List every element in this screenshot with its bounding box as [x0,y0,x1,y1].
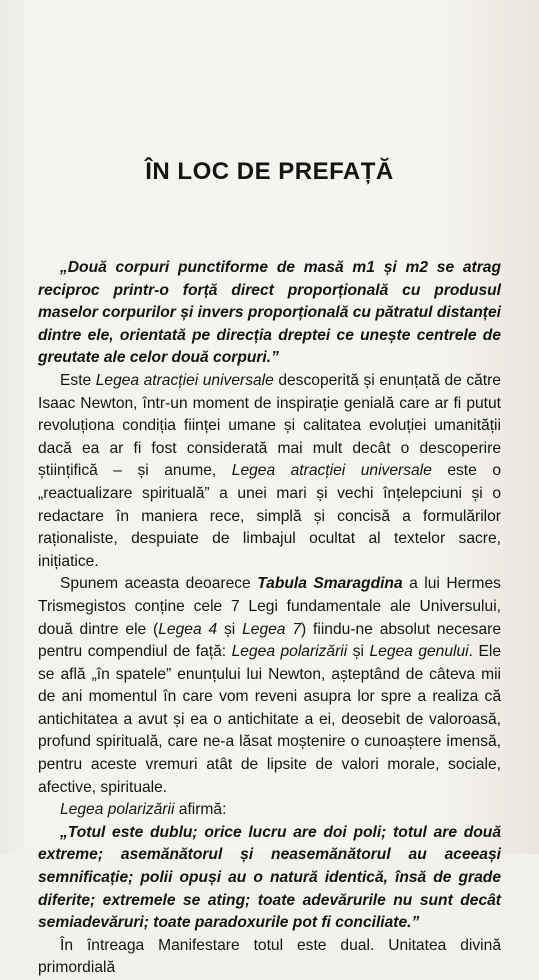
italic-term: Legea genului [369,643,469,661]
paragraph-polarization-intro [38,799,501,822]
text-run: descoperită și enunțată de către Isaac Newton, într-un moment de inspirație genială care ar fi putut revoluționa condiția ființei umane și calitatea evoluției umanității dacă ea ar fi fost considerată mai mult decât o descoperire științifică – și anume, [38,371,501,480]
text-run: afirmă: [174,801,227,819]
newton-law-quote: „Două corpuri punctiforme de masă m1 și m2 se atrag reciproc printr-o forță direct proporțională cu produsul maselor corpurilor și invers proporțională cu pătratul distanței dintre ele, orientată pe direcția dreptei ce unește centrele de greutate ale celor două corpuri.” [38,259,501,367]
page-title: ÎN LOC DE PREFAȚĂ [145,158,394,186]
text-run: și [347,643,370,661]
italic-term: Legea polarizării [231,643,348,661]
text-run: Este [60,371,96,389]
italic-term: Legea atracției universale [231,462,432,480]
italic-term: Legea polarizării [60,801,175,819]
body-text [38,257,501,980]
text-run: Spunem aceasta deoarece [60,575,258,593]
paragraph-tabula [38,573,501,799]
paragraph-newton [38,370,501,573]
text-run: ) fiindu-ne absolut necesare pentru compendiul de față: [38,620,501,661]
paragraph-duality: În întreaga Manifestare totul este dual. Unitatea divină primordială [38,936,501,977]
text-run: este o „reactualizare spirituală” a unei mari și vechi înțelepciuni și o redactare în maniera rece, simplă și concisă a formulărilor raționaliste, despuiate de limbajul ocultat al textelor sacre, inițiatice. [38,462,501,570]
italic-term: Legea 7 [242,620,301,638]
text-run: a lui Hermes Trismegistos conține cele 7 Legi fundamentale ale Universului, două dintre ele ( [38,575,501,638]
italic-term: Legea atracției universale [95,371,274,389]
italic-term: Legea 4 [158,620,218,638]
bold-italic-term: Tabula Smaragdina [257,575,403,593]
text-run: . Ele se află „în spatele” enunțului lui Newton, așteptând de câteva mii de ani momentul în care vom reveni asupra lor spre a realiza că antichitatea a avut și ea o antichitate a ei, deosebit de valoroasă, profund spirituală, care ne-a lăsat moștenire o cunoaștere imensă, pentru aceste vremuri atât de lipsite de valori morale, sociale, afective, spirituale. [38,643,501,796]
polarization-quote: „Totul este dublu; orice lucru are doi poli; totul are două extreme; asemănătorul și neasemănătorul au aceeași semnificație; polii opuși au o natură identică, însă de grade diferite; extremele se ating; toate adevărurile nu sunt decât semiadevăruri; toate paradoxurile pot fi conciliate.” [38,823,501,932]
text-run: și [217,620,243,638]
